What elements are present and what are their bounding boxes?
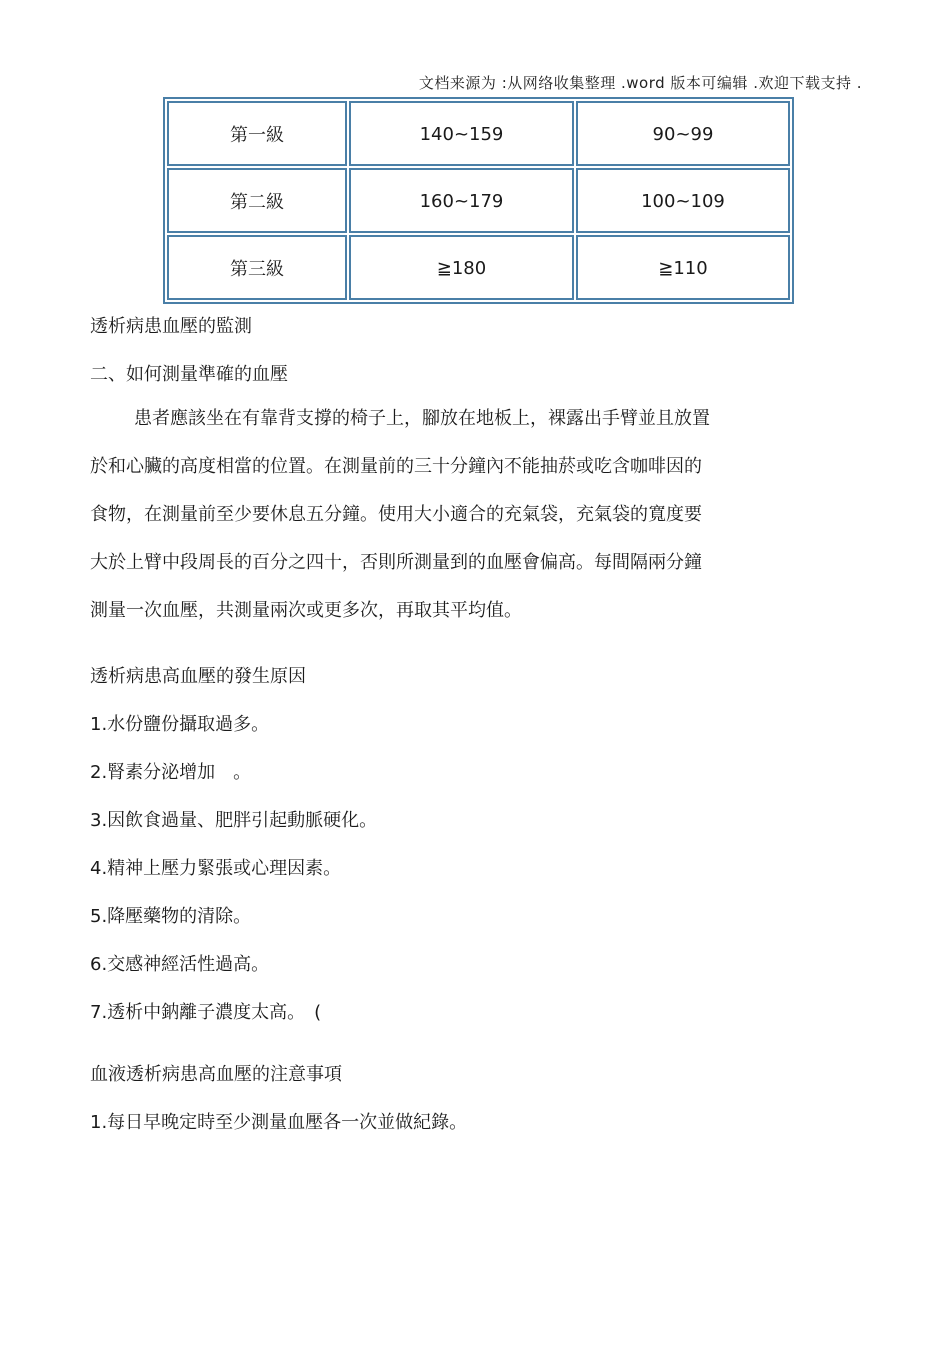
- table-cell: 160~179: [349, 168, 574, 233]
- table-row: [167, 101, 790, 166]
- measure-paragraph: [90, 395, 810, 635]
- table-row: [167, 168, 790, 233]
- table-cell: 140~159: [349, 101, 574, 166]
- paragraph-line: 患者應該坐在有靠背支撐的椅子上，腳放在地板上，裸露出手臂並且放置: [134, 408, 710, 429]
- list-item: 6.交感神經活性過高。: [90, 954, 270, 975]
- paragraph-line: 測量一次血壓，共測量兩次或更多次，再取其平均值。: [90, 600, 522, 621]
- table-row: [167, 235, 790, 300]
- section-heading-notes: 血液透析病患高血壓的注意事項: [90, 1064, 342, 1085]
- list-item: 3.因飲食過量、肥胖引起動脈硬化。: [90, 810, 378, 831]
- table-cell: ≧180: [349, 235, 574, 300]
- list-item: 4.精神上壓力緊張或心理因素。: [90, 858, 342, 879]
- blood-pressure-grade-table: [163, 97, 794, 304]
- paragraph-line: 於和心臟的高度相當的位置。在測量前的三十分鐘內不能抽菸或吃含咖啡因的: [90, 456, 702, 477]
- table-cell: ≧110: [576, 235, 790, 300]
- section-heading-causes: 透析病患高血壓的發生原因: [90, 666, 306, 687]
- table-cell: 第三級: [167, 235, 347, 300]
- table-cell: 第一級: [167, 101, 347, 166]
- list-item: 7.透析中鈉離子濃度太高。 (: [90, 1002, 322, 1023]
- list-item: 1.每日早晚定時至少測量血壓各一次並做紀錄。: [90, 1112, 468, 1133]
- list-item: 1.水份鹽份攝取過多。: [90, 714, 270, 735]
- list-item: 2.腎素分泌增加 。: [90, 762, 252, 783]
- table-cell: 100~109: [576, 168, 790, 233]
- table-cell: 90~99: [576, 101, 790, 166]
- paragraph-line: 大於上臂中段周長的百分之四十，否則所測量到的血壓會偏高。每間隔兩分鐘: [90, 552, 702, 573]
- table-cell: 第二級: [167, 168, 347, 233]
- section-heading-monitoring: 透析病患血壓的監測: [90, 316, 252, 337]
- page-header-note: 文档来源为 :从网络收集整理 .word 版本可编辑 .欢迎下载支持 .: [418, 74, 862, 92]
- paragraph-line: 食物，在測量前至少要休息五分鐘。使用大小適合的充氣袋，充氣袋的寬度要: [90, 504, 702, 525]
- list-item: 5.降壓藥物的清除。: [90, 906, 252, 927]
- section-heading-measure: 二、如何測量準確的血壓: [90, 364, 288, 385]
